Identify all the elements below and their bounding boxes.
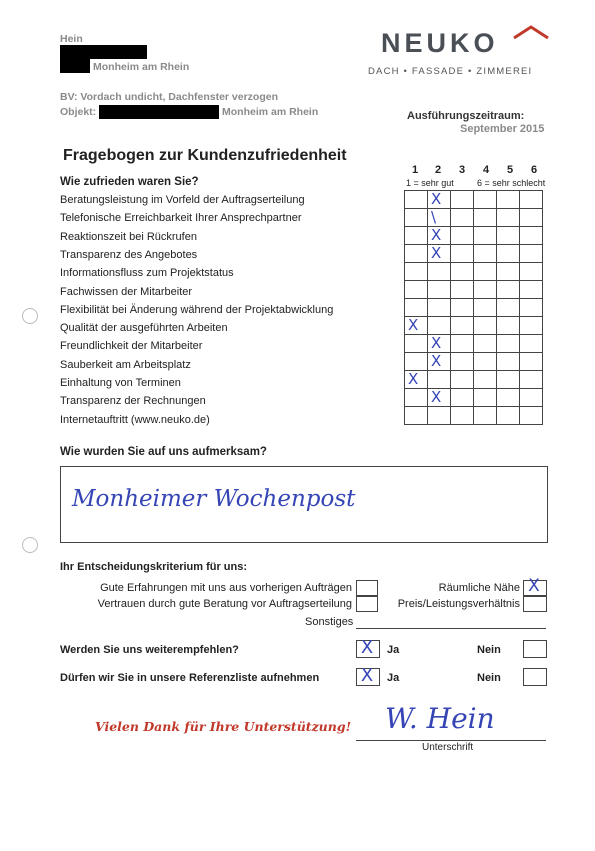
scale-worst: 6 = sehr schlecht (477, 178, 546, 188)
recommend-question: Werden Sie uns weiterempfehlen? (60, 644, 239, 656)
rating-row (405, 335, 543, 353)
rating-cell-5[interactable] (497, 245, 520, 263)
rating-item-label: Flexibilität bei Änderung während der Projektabwicklung (60, 303, 334, 316)
rating-cell-1[interactable] (405, 281, 428, 299)
rating-row (405, 191, 543, 209)
rating-cell-3[interactable] (451, 245, 474, 263)
criteria-proximity-label: Räumliche Nähe (438, 582, 520, 594)
rating-item-label: Informationsfluss zum Projektstatus (60, 267, 234, 280)
rating-cell-4[interactable] (474, 299, 497, 317)
period-value: September 2015 (460, 123, 545, 135)
satisfaction-question: Wie zufrieden waren Sie? (60, 176, 199, 188)
criteria-other-label: Sonstiges (305, 616, 354, 628)
col-2: 2 (434, 164, 442, 176)
rating-cell-3[interactable] (451, 191, 474, 209)
col-5: 5 (506, 164, 514, 176)
rating-cell-6[interactable] (520, 245, 543, 263)
rating-cell-2[interactable] (428, 281, 451, 299)
thanks-message: Vielen Dank für Ihre Unterstützung! (95, 719, 352, 734)
punch-hole (22, 537, 38, 553)
criteria-proximity-mark: X (528, 576, 540, 596)
rating-cell-5[interactable] (497, 299, 520, 317)
rating-cell-3[interactable] (451, 317, 474, 335)
rating-item-label: Reaktionszeit bei Rückrufen (60, 230, 197, 243)
rating-cell-3[interactable] (451, 263, 474, 281)
rating-cell-1[interactable] (405, 263, 428, 281)
rating-item-label: Transparenz des Angebotes (60, 248, 198, 261)
rating-mark: X (431, 334, 442, 352)
rating-row (405, 353, 543, 371)
rating-cell-6[interactable] (520, 191, 543, 209)
attention-question: Wie wurden Sie auf uns aufmerksam? (60, 446, 267, 458)
recommend-yes-mark: X (360, 637, 374, 658)
rating-cell-2[interactable] (428, 227, 451, 245)
rating-cell-4[interactable] (474, 353, 497, 371)
rating-cell-2[interactable] (428, 245, 451, 263)
rating-cell-2[interactable] (428, 191, 451, 209)
rating-cell-4[interactable] (474, 191, 497, 209)
rating-row (405, 299, 543, 317)
rating-cell-6[interactable] (520, 227, 543, 245)
neuko-logo (381, 28, 499, 59)
rating-mark: X (431, 352, 442, 370)
period-label: Ausführungszeitraum: (407, 110, 525, 122)
rating-cell-2[interactable] (428, 299, 451, 317)
rating-cell-2[interactable] (428, 209, 451, 227)
rating-item-label: Telefonische Erreichbarkeit Ihrer Ansprechpartner (60, 212, 302, 225)
rating-cell-5[interactable] (497, 209, 520, 227)
rating-cell-2[interactable] (428, 263, 451, 281)
criteria-price-label: Preis/Leistungsverhältnis (397, 598, 520, 610)
criteria-advice-label: Vertrauen durch gute Beratung vor Auftragserteilung (97, 598, 352, 610)
rating-cell-4[interactable] (474, 209, 497, 227)
rating-mark: X (431, 226, 442, 244)
rating-cell-6[interactable] (520, 353, 543, 371)
rating-cell-6[interactable] (520, 209, 543, 227)
criteria-advice-checkbox[interactable] (356, 596, 378, 612)
redacted-street (60, 45, 147, 59)
rating-cell-3[interactable] (451, 353, 474, 371)
rating-cell-4[interactable] (474, 317, 497, 335)
rating-grid[interactable] (404, 190, 543, 425)
rating-cell-3[interactable] (451, 227, 474, 245)
rating-cell-3[interactable] (451, 209, 474, 227)
rating-cell-4[interactable] (474, 245, 497, 263)
rating-cell-5[interactable] (497, 335, 520, 353)
reference-no-checkbox[interactable] (523, 668, 547, 686)
recommend-no-label: Nein (477, 644, 501, 656)
rating-cell-1[interactable] (405, 353, 428, 371)
rating-cell-4[interactable] (474, 407, 497, 425)
rating-cell-5[interactable] (497, 317, 520, 335)
rating-cell-2[interactable] (428, 389, 451, 407)
rating-mark: X (431, 388, 442, 406)
rating-cell-4[interactable] (474, 371, 497, 389)
rating-cell-1[interactable] (405, 227, 428, 245)
rating-cell-1[interactable] (405, 191, 428, 209)
rating-cell-6[interactable] (520, 317, 543, 335)
rating-cell-6[interactable] (520, 407, 543, 425)
objekt-label: Objekt: (60, 106, 97, 118)
rating-row (405, 245, 543, 263)
signature: W. Hein (385, 702, 495, 735)
rating-cell-1[interactable] (405, 371, 428, 389)
rating-cell-1[interactable] (405, 209, 428, 227)
rating-cell-5[interactable] (497, 389, 520, 407)
rating-cell-4[interactable] (474, 335, 497, 353)
rating-row (405, 317, 543, 335)
rating-mark: \ (431, 208, 437, 226)
rating-mark: X (408, 316, 419, 334)
rating-cell-5[interactable] (497, 191, 520, 209)
criteria-other-line[interactable] (356, 628, 546, 629)
rating-row (405, 407, 543, 425)
rating-cell-4[interactable] (474, 227, 497, 245)
signature-line[interactable] (356, 740, 546, 741)
rating-item-label: Freundlichkeit der Mitarbeiter (60, 340, 203, 353)
rating-cell-3[interactable] (451, 299, 474, 317)
redacted-object-address (99, 105, 219, 119)
criteria-price-checkbox[interactable] (523, 596, 547, 612)
criteria-experience-label: Gute Erfahrungen mit uns aus vorherigen Aufträgen (100, 582, 352, 594)
rating-item-label: Sauberkeit am Arbeitsplatz (60, 358, 191, 371)
rating-cell-6[interactable] (520, 335, 543, 353)
rating-cell-1[interactable] (405, 335, 428, 353)
rating-row (405, 263, 543, 281)
rating-cell-4[interactable] (474, 389, 497, 407)
reference-yes-mark: X (360, 665, 374, 686)
rating-mark: X (431, 190, 442, 208)
rating-cell-6[interactable] (520, 281, 543, 299)
rating-cell-4[interactable] (474, 281, 497, 299)
customer-city: Monheim am Rhein (93, 61, 190, 73)
rating-cell-6[interactable] (520, 299, 543, 317)
rating-cell-1[interactable] (405, 299, 428, 317)
recommend-yes-label: Ja (387, 644, 400, 656)
rating-cell-3[interactable] (451, 281, 474, 299)
rating-item-label: Internetauftritt (www.neuko.de) (60, 413, 210, 426)
rating-cell-3[interactable] (451, 389, 474, 407)
logo-wordmark: NEUKO (381, 28, 499, 58)
bv-line: BV: Vordach undicht, Dachfenster verzogen (60, 91, 279, 103)
rating-mark: X (431, 244, 442, 262)
criteria-experience-checkbox[interactable] (356, 580, 378, 596)
rating-cell-6[interactable] (520, 389, 543, 407)
rating-cell-1[interactable] (405, 389, 428, 407)
rating-cell-1[interactable] (405, 407, 428, 425)
rating-cell-5[interactable] (497, 371, 520, 389)
reference-no-label: Nein (477, 672, 501, 684)
scale-best: 1 = sehr gut (406, 178, 454, 188)
punch-hole (22, 308, 38, 324)
form-title: Fragebogen zur Kundenzufriedenheit (63, 147, 347, 164)
col-4: 4 (482, 164, 490, 176)
rating-item-label: Fachwissen der Mitarbeiter (60, 285, 193, 298)
rating-item-label: Einhaltung von Terminen (60, 377, 181, 389)
reference-yes-label: Ja (387, 672, 400, 684)
rating-cell-6[interactable] (520, 263, 543, 281)
recommend-no-checkbox[interactable] (523, 640, 547, 658)
logo-tagline: DACH • FASSADE • ZIMMEREI (368, 66, 533, 77)
rating-cell-2[interactable] (428, 371, 451, 389)
rating-cell-2[interactable] (428, 335, 451, 353)
col-1: 1 (411, 164, 419, 176)
rating-row (405, 209, 543, 227)
rating-cell-5[interactable] (497, 227, 520, 245)
rating-item-label: Qualität der ausgeführten Arbeiten (60, 322, 228, 335)
rating-row (405, 389, 543, 407)
signature-label: Unterschrift (422, 742, 474, 753)
rating-item-label: Beratungsleistung im Vorfeld der Auftragserteilung (60, 194, 305, 206)
rating-row (405, 371, 543, 389)
criteria-question: Ihr Entscheidungskriterium für uns: (60, 561, 248, 573)
rating-mark: X (408, 370, 419, 388)
rating-cell-4[interactable] (474, 263, 497, 281)
redacted-zip (60, 59, 90, 73)
rating-row (405, 281, 543, 299)
rating-cell-2[interactable] (428, 353, 451, 371)
rating-cell-1[interactable] (405, 245, 428, 263)
rating-cell-5[interactable] (497, 281, 520, 299)
customer-name: Hein (60, 33, 83, 45)
rating-cell-5[interactable] (497, 353, 520, 371)
rating-cell-3[interactable] (451, 335, 474, 353)
col-3: 3 (458, 164, 466, 176)
rating-row (405, 227, 543, 245)
roof-icon (512, 24, 550, 40)
rating-cell-5[interactable] (497, 263, 520, 281)
rating-cell-3[interactable] (451, 371, 474, 389)
attention-answer: Monheimer Wochenpost (72, 486, 356, 512)
rating-cell-2[interactable] (428, 407, 451, 425)
rating-item-label: Transparenz der Rechnungen (60, 395, 206, 408)
reference-question: Dürfen wir Sie in unsere Referenzliste aufnehmen (60, 672, 320, 684)
rating-cell-5[interactable] (497, 407, 520, 425)
rating-cell-6[interactable] (520, 371, 543, 389)
col-6: 6 (530, 164, 538, 176)
objekt-city: Monheim am Rhein (222, 106, 319, 118)
rating-cell-1[interactable] (405, 317, 428, 335)
rating-cell-3[interactable] (451, 407, 474, 425)
rating-cell-2[interactable] (428, 317, 451, 335)
